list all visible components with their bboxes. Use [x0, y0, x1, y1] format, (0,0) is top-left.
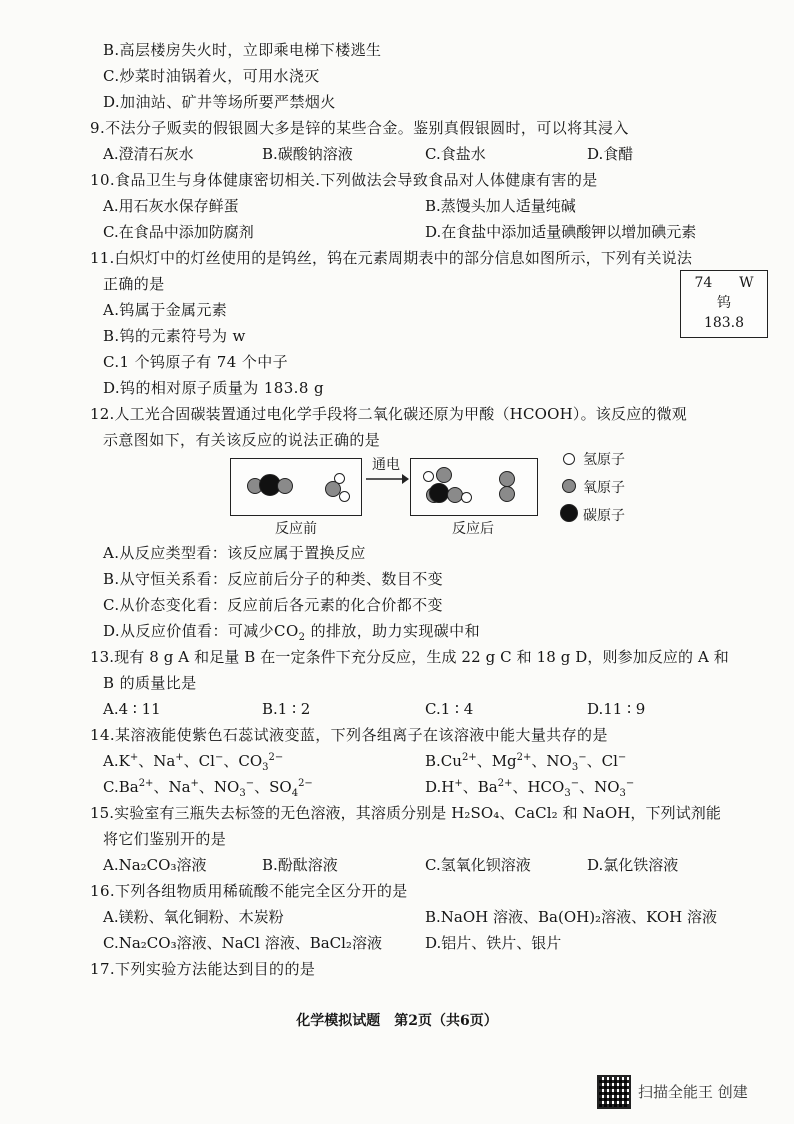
q14-stem: 14.某溶液能使紫色石蕊试液变蓝，下列各组离子在该溶液中能大量共存的是: [90, 726, 608, 744]
q13-option-a: A.4 ∶ 11: [103, 700, 161, 718]
legend-oxygen: 氧原子: [583, 480, 625, 496]
oxygen-atom: [436, 467, 452, 483]
q9-option-c: C.食盐水: [425, 145, 486, 163]
q15-option-c: C.氢氧化钡溶液: [425, 856, 531, 874]
oxygen-atom: [499, 486, 515, 502]
q16-option-d: D.铝片、铁片、银片: [425, 934, 562, 952]
q12-option-b: B.从守恒关系看：反应前后分子的种类、数目不变: [103, 570, 443, 588]
hydrogen-atom: [423, 471, 434, 482]
q15-stem-cont: 将它们鉴别开的是: [103, 830, 227, 848]
oxygen-atom: [277, 478, 293, 494]
after-caption: 反应后: [452, 521, 494, 537]
carbon-atom: [429, 483, 449, 503]
after-box: [410, 458, 538, 516]
q9-option-d: D.食醋: [587, 145, 634, 163]
q13-option-c: C.1 ∶ 4: [425, 700, 474, 718]
hydrogen-legend-icon: [563, 453, 575, 465]
q16-option-b: B.NaOH 溶液、Ba(OH)₂溶液、KOH 溶液: [425, 908, 718, 926]
q12-option-c: C.从价态变化看：反应前后各元素的化合价都不变: [103, 596, 443, 614]
periodic-table-cell: [680, 270, 768, 338]
q11-stem: 11.白炽灯中的灯丝使用的是钨丝，钨在元素周期表中的部分信息如图所示，下列有关说法: [90, 249, 693, 267]
hydrogen-atom: [339, 491, 350, 502]
q10-option-c: C.在食品中添加防腐剂: [103, 223, 254, 241]
page-footer: 化学模拟试题 第2页（共6页）: [296, 1013, 498, 1029]
q8-option-d: D.加油站、矿井等场所要严禁烟火: [103, 93, 336, 111]
q14-option-a: A.K+、Na+、Cl−、$CO_3^{2-}$: [103, 752, 284, 773]
before-box: [230, 458, 362, 516]
scanner-watermark: 扫描全能王 创建: [638, 1083, 748, 1101]
q15-option-a: A.Na₂CO₃溶液: [103, 856, 207, 874]
q12-stem: 12.人工光合固碳装置通过电化学手段将二氧化碳还原为甲酸（HCOOH）。该反应的微观: [90, 405, 687, 423]
q10-stem: 10.食品卫生与身体健康密切相关.下列做法会导致食品对人体健康有害的是: [90, 171, 598, 189]
atomic-mass: 183.8: [703, 315, 745, 331]
carbon-legend-icon: [560, 504, 578, 522]
hydrogen-atom: [461, 492, 472, 503]
q11-option-d: D.钨的相对原子质量为 183.8 g: [103, 379, 324, 397]
q16-option-a: A.镁粉、氧化铜粉、木炭粉: [103, 908, 284, 926]
q15-option-b: B.酚酞溶液: [262, 856, 338, 874]
q16-stem: 16.下列各组物质用稀硫酸不能完全区分开的是: [90, 882, 408, 900]
q11-stem-cont: 正确的是: [103, 275, 165, 293]
q8-option-b: B.高层楼房失火时，立即乘电梯下楼逃生: [103, 41, 382, 59]
q12-option-a: A.从反应类型看：该反应属于置换反应: [103, 544, 366, 562]
q13-stem-cont: B 的质量比是: [103, 674, 197, 692]
legend-carbon: 碳原子: [583, 508, 625, 524]
q10-option-d: D.在食盐中添加适量碘酸钾以增加碘元素: [425, 223, 697, 241]
element-symbol: W: [739, 275, 754, 291]
q8-option-c: C.炒菜时油锅着火，可用水浇灭: [103, 67, 320, 85]
q15-stem: 15.实验室有三瓶失去标签的无色溶液，其溶质分别是 H₂SO₄、CaCl₂ 和 NaOH，下列试剂能: [90, 804, 721, 822]
q11-option-c: C.1 个钨原子有 74 个中子: [103, 353, 289, 371]
q14-option-b: $B.Cu^{2+}$、$Mg^{2+}$、$NO_3^-$、Cl−: [425, 752, 627, 773]
q13-option-b: B.1 ∶ 2: [262, 700, 311, 718]
q10-option-b: B.蒸馒头加人适量纯碱: [425, 197, 576, 215]
q15-option-d: D.氯化铁溶液: [587, 856, 679, 874]
q13-option-d: D.11 ∶ 9: [587, 700, 646, 718]
arrow-label: 通电: [372, 457, 400, 473]
qr-code-icon: [597, 1075, 631, 1109]
q14-option-d: D.H+、$Ba^{2+}$、$HCO_3^-$、$NO_3^-$: [425, 778, 635, 799]
q11-option-a: A.钨属于金属元素: [103, 301, 228, 319]
arrow-icon: [364, 472, 410, 486]
element-name: 钨: [717, 295, 731, 311]
atomic-number: 74: [694, 275, 713, 291]
q12-option-d: D.从反应价值看：可减少$CO_2$ 的排放，助力实现碳中和: [103, 622, 480, 643]
q10-option-a: A.用石灰水保存鲜蛋: [103, 197, 239, 215]
q9-option-a: A.澄清石灰水: [103, 145, 194, 163]
q14-option-c: $C.Ba^{2+}$、Na+、$NO_3^-$、$SO_4^{2-}$: [103, 778, 313, 799]
q9-stem: 9.不法分子贩卖的假银圆大多是锌的某些合金。鉴别真假银圆时，可以将其浸入: [90, 119, 629, 137]
oxygen-legend-icon: [562, 479, 576, 493]
q12-stem-cont: 示意图如下，有关该反应的说法正确的是: [103, 431, 381, 449]
oxygen-atom: [499, 471, 515, 487]
q9-option-b: B.碳酸钠溶液: [262, 145, 353, 163]
before-caption: 反应前: [275, 521, 317, 537]
q17-stem: 17.下列实验方法能达到目的的是: [90, 960, 316, 978]
q13-stem: 13.现有 8 g A 和足量 B 在一定条件下充分反应，生成 22 g C 和 18 g D，则参加反应的 A 和: [90, 648, 729, 666]
q16-option-c: C.Na₂CO₃溶液、NaCl 溶液、BaCl₂溶液: [103, 934, 382, 952]
q11-option-b: B.钨的元素符号为 w: [103, 327, 246, 345]
legend-hydrogen: 氢原子: [583, 452, 625, 468]
